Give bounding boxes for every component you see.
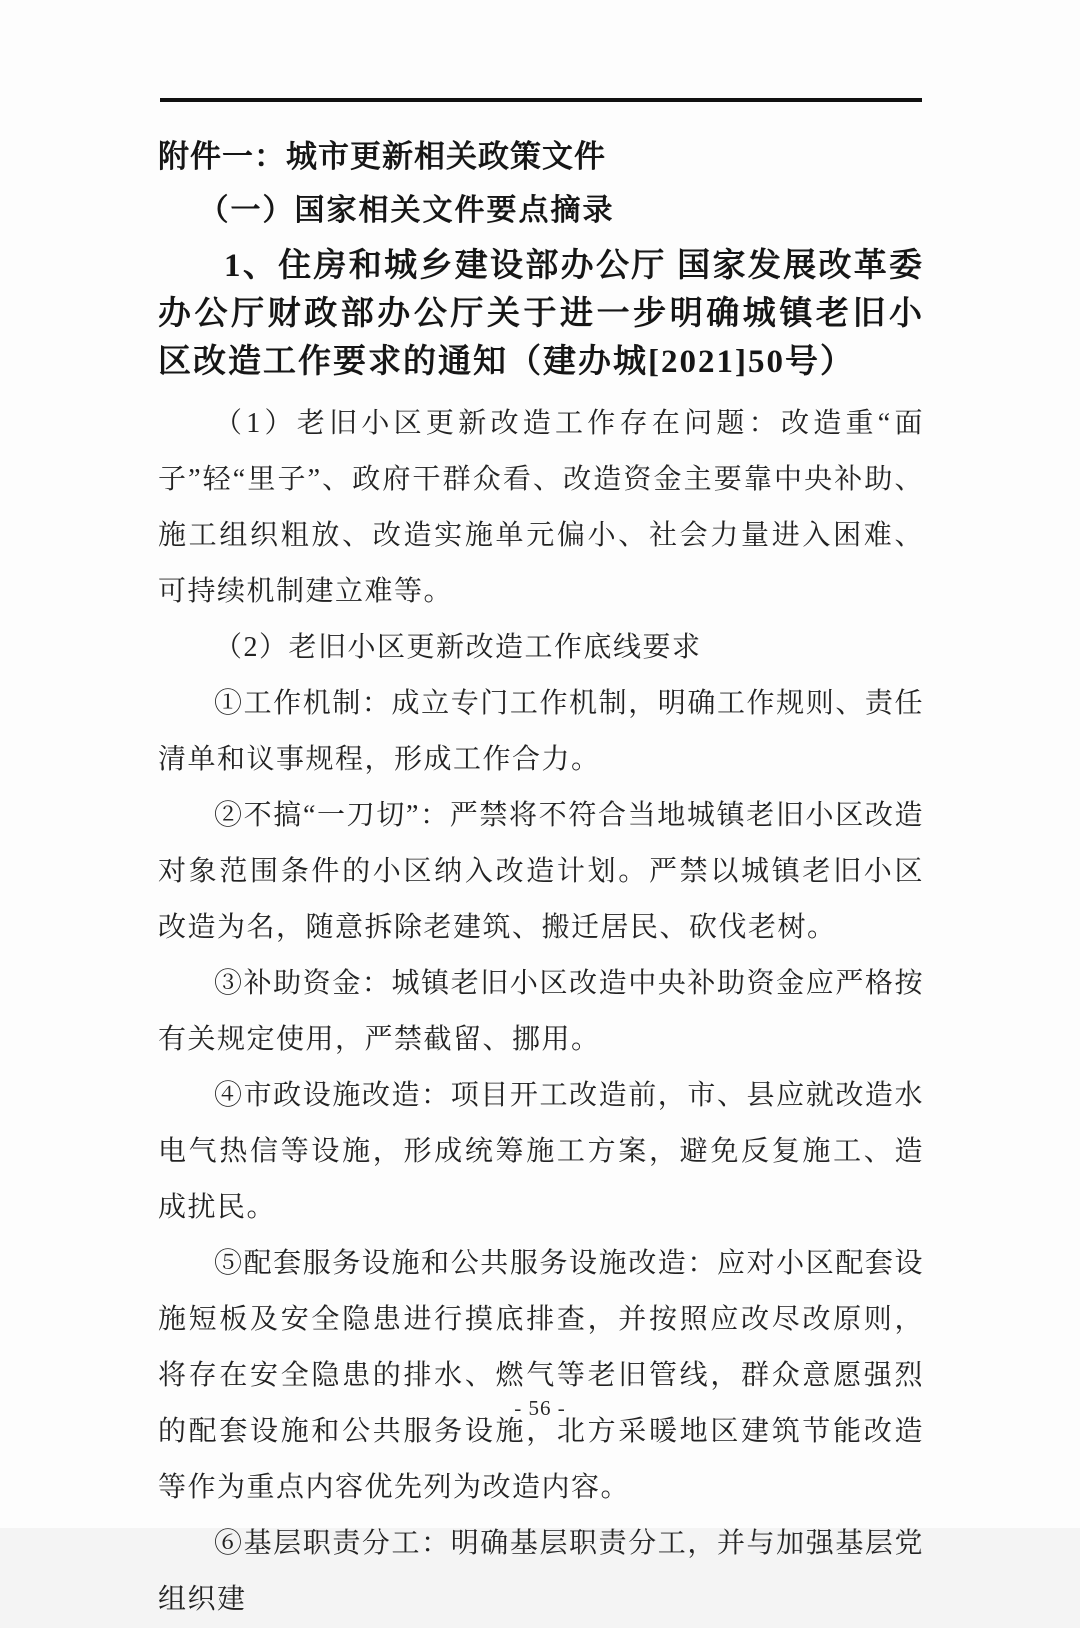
paragraph-2: （2）老旧小区更新改造工作底线要求 <box>214 632 702 663</box>
paragraph-4: ②不搞“一刀切”：严禁将不符合当地城镇老旧小区改造对象范围条件的小区纳入改造计划。严禁以城镇老旧小区改造为名，随意拆除老建筑、搬迁居民、砍伐老树。 <box>158 800 924 943</box>
paragraph-8: ⑥基层职责分工：明确基层职责分工，并与加强基层党组织建 <box>158 1528 924 1615</box>
page-number: - 56 - <box>514 1396 566 1420</box>
document-heading: 1、住房和城乡建设部办公厅 国家发展改革委办公厅财政部办公厅关于进一步明确城镇老旧小区改造工作要求的通知（建办城[2021]50号） <box>158 248 924 380</box>
paragraph-6: ④市政设施改造：项目开工改造前，市、县应就改造水电气热信等设施，形成统筹施工方案，避免反复施工、造成扰民。 <box>158 1080 924 1223</box>
section-heading: （一）国家相关文件要点摘录 <box>198 194 615 227</box>
paragraph-7: ⑤配套服务设施和公共服务设施改造：应对小区配套设施短板及安全隐患进行摸底排查，并按照应改尽改原则，将存在安全隐患的排水、燃气等老旧管线，群众意愿强烈的配套设施和公共服务设施，北方采暖地区建筑节能改造等作为重点内容优先列为改造内容。 <box>158 1248 924 1503</box>
paragraph-1: （1）老旧小区更新改造工作存在问题：改造重“面子”轻“里子”、政府干群众看、改造资金主要靠中央补助、施工组织粗放、改造实施单元偏小、社会力量进入困难、可持续机制建立难等。 <box>158 408 924 607</box>
header-divider <box>160 98 922 102</box>
paragraph-3: ①工作机制：成立专门工作机制，明确工作规则、责任清单和议事规程，形成工作合力。 <box>158 688 924 775</box>
paragraph-5: ③补助资金：城镇老旧小区改造中央补助资金应严格按有关规定使用，严禁截留、挪用。 <box>158 968 924 1055</box>
attachment-title: 附件一：城市更新相关政策文件 <box>158 139 606 174</box>
